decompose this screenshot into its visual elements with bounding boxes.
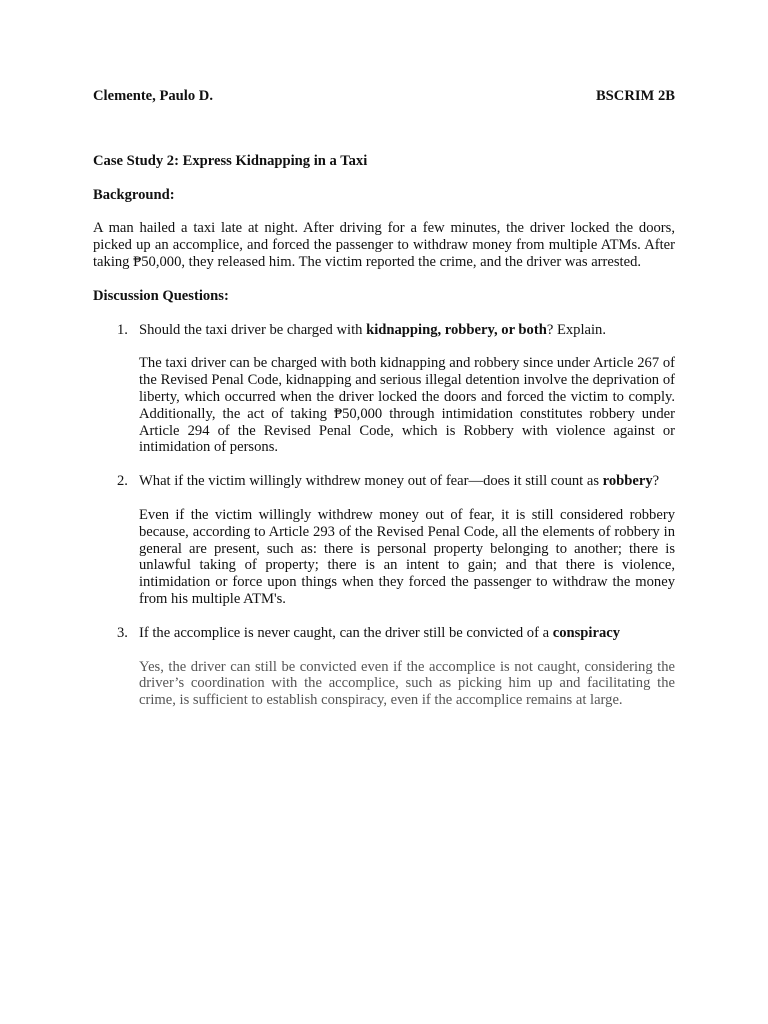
question-number: 2.	[117, 473, 128, 490]
background-paragraph: A man hailed a taxi late at night. After driving for a few minutes, the driver locked the doors, picked up an accomplice, and forced the passenger to withdraw money from multiple ATMs. After taking ₱50,000, they released him. The victim reported the crime, and the driver was arrested.	[93, 220, 675, 270]
document-header	[93, 88, 675, 105]
background-heading: Background:	[93, 186, 175, 203]
question-text-part: Should the taxi driver be charged with	[139, 321, 367, 338]
question-text-part: ?	[652, 473, 660, 490]
question-text-part: What if the victim willingly withdrew money out of fear—does it still count as	[139, 473, 603, 490]
question-text	[139, 625, 675, 642]
question-text	[139, 473, 675, 490]
question-item-3	[93, 625, 675, 709]
document-page	[93, 88, 675, 726]
question-number: 1.	[117, 321, 128, 338]
answer-paragraph: Yes, the driver can still be convicted even if the accomplice is not caught, considering the driver’s coordination with the accomplice, such as picking him up and facilitating the crime, is sufficient to establish conspiracy, even if the accomplice remains at large.	[139, 658, 675, 709]
question-text-emphasis: conspiracy	[552, 624, 621, 641]
case-title: Case Study 2: Express Kidnapping in a Taxi	[93, 152, 368, 169]
discussion-questions-list	[93, 322, 675, 709]
answer-paragraph: Even if the victim willingly withdrew money out of fear, it is still considered robbery because, according to Article 293 of the Revised Penal Code, all the elements of robbery in general are present, such as: there is personal property belonging to another; there is unlawful taking of property; there is an intent to gain; and that there is violence, intimidation or force upon things when they forced the passenger to withdraw the money from his multiple ATM's.	[139, 506, 675, 607]
question-text-emphasis: robbery	[602, 473, 653, 490]
question-item-1	[93, 322, 675, 457]
question-item-2	[93, 473, 675, 608]
student-section: BSCRIM 2B	[595, 88, 675, 104]
question-text-emphasis: kidnapping, robbery, or both	[366, 321, 547, 338]
discussion-heading: Discussion Questions:	[93, 287, 229, 304]
question-text-part: If the accomplice is never caught, can the driver still be convicted of a	[139, 624, 553, 641]
student-name: Clemente, Paulo D.	[93, 88, 213, 104]
question-number: 3.	[117, 624, 128, 641]
question-text	[139, 322, 675, 339]
answer-paragraph: The taxi driver can be charged with both kidnapping and robbery since under Article 267 of the Revised Penal Code, kidnapping and serious illegal detention involve the deprivation of liberty, which occurred when the driver locked the doors and forced the victim to comply. Additionally, the act of taking ₱50,000 through intimidation constitutes robbery under Article 294 of the Revised Penal Code, which is Robbery with violence against or intimidation of persons.	[139, 355, 675, 456]
question-text-part: ? Explain.	[546, 321, 606, 338]
